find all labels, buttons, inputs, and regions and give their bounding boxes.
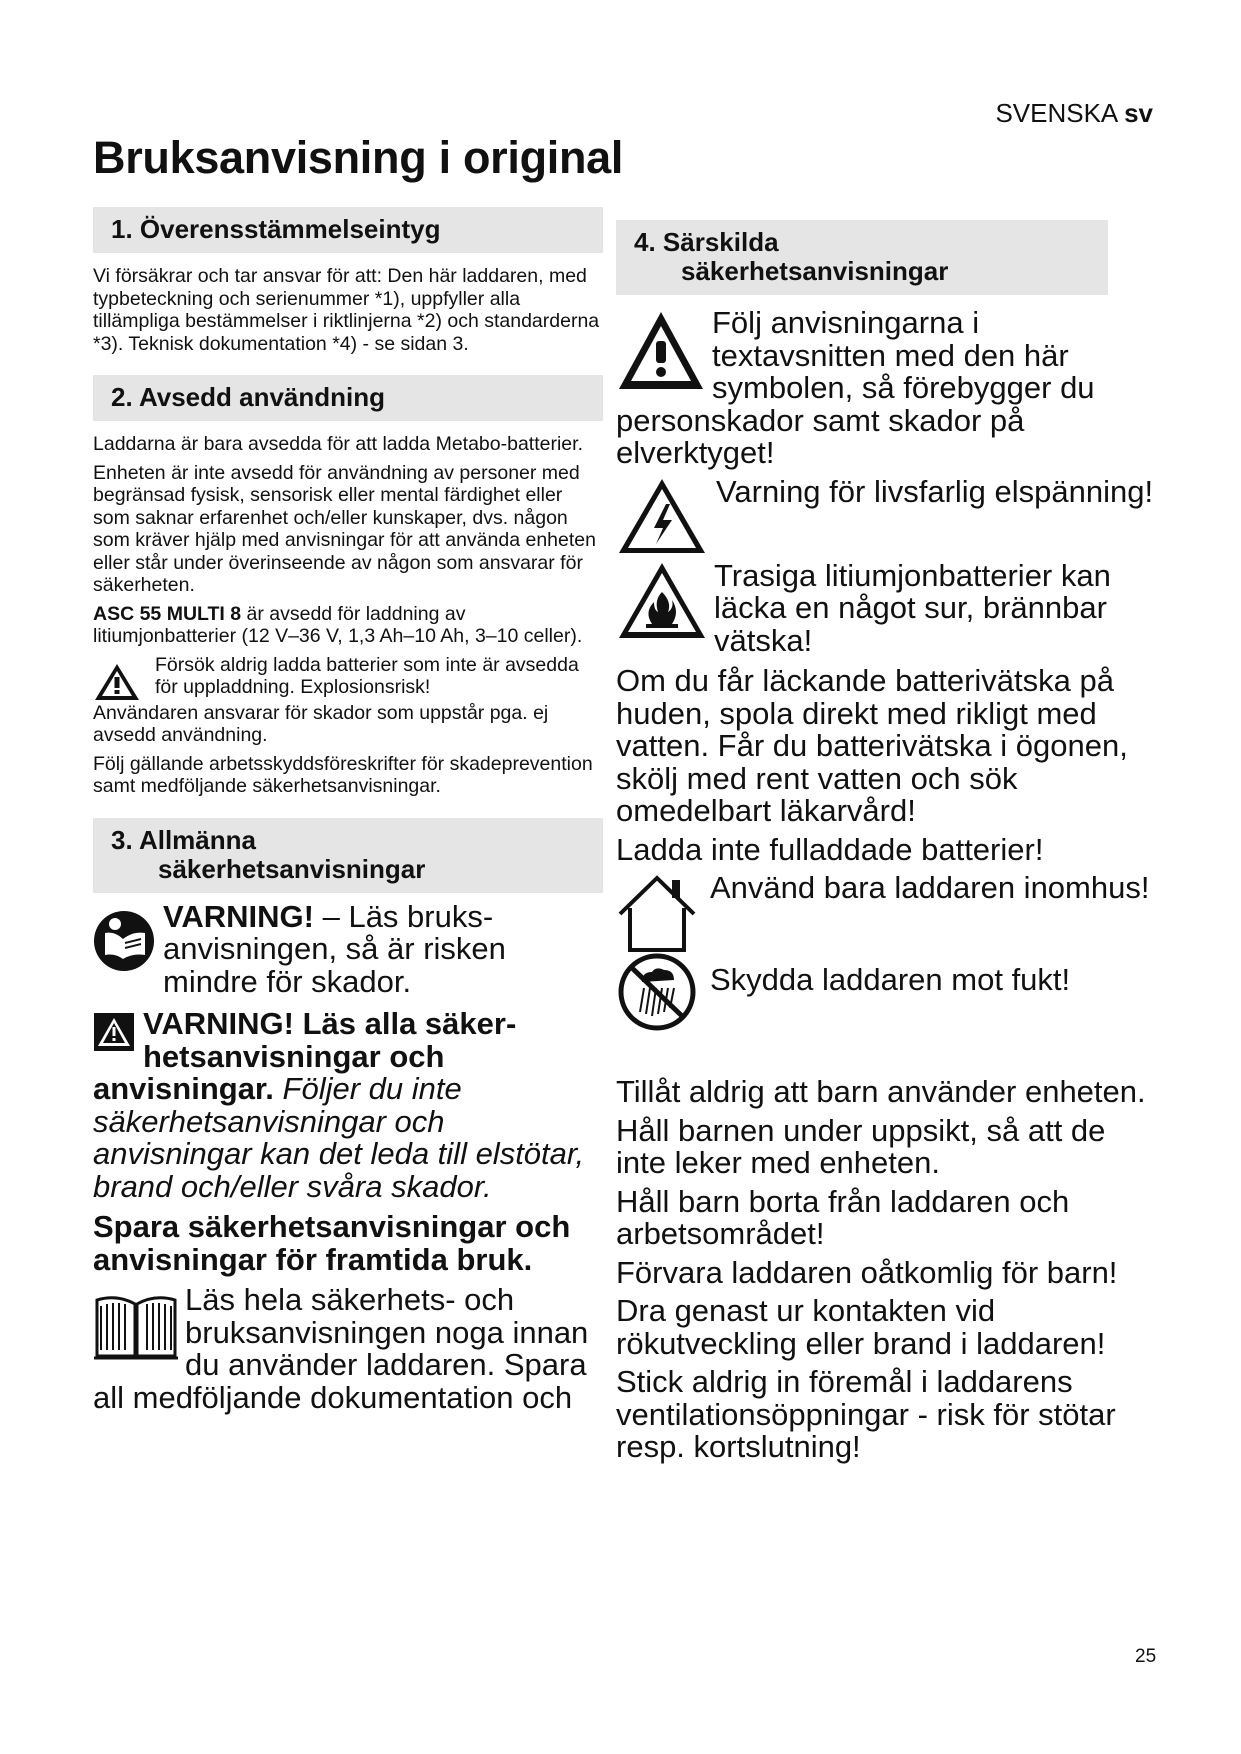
section-2-p3-rest: är avsedd för laddning av litiumjonbatterier (12 V–36 V, 1,3 Ah–10 Ah, 3–10 celler). <box>93 602 583 647</box>
section-3-heading-num: 3. Allmänna <box>111 824 256 855</box>
section-2-p4: Användaren ansvarar för skador som uppstår pga. ej avsedd användning. <box>93 701 549 746</box>
section-4-heading-cont: säkerhetsanvisningar <box>681 256 949 286</box>
general-warning <box>93 1008 603 1203</box>
section-4-p4: Håll barnen under uppsikt, så att de inte leker med enheten. <box>616 1112 1106 1180</box>
warning-square-icon <box>93 1012 135 1052</box>
section-4-p5: Håll barn borta från laddaren och arbetsområdet! <box>616 1183 1070 1251</box>
symbol-warning <box>616 307 1156 470</box>
section-4-p6: Förvara laddaren oåtkomlig för barn! <box>616 1254 1118 1290</box>
symbol-warning-text: Följ anvisningarna i textavsnitten med den här symbolen, så förebygger du personskador samt skador på elverktyget! <box>616 305 1095 470</box>
section-4-p7: Dra genast ur kontakten vid rökutveckling eller brand i laddaren! <box>616 1293 1106 1361</box>
general-warning-bold: VARNING! Läs alla säker-hetsanvisningar och anvisningar. <box>93 1006 517 1106</box>
section-4-p8: Stick aldrig in föremål i laddarens ventilationsöppningar - risk för stötar resp. kortslutning! <box>616 1364 1116 1464</box>
section-2-p5: Följ gällande arbetsskyddsföreskrifter för skadeprevention samt medföljande säkerhetsanvisningar. <box>93 752 593 797</box>
indoor-use <box>616 872 1156 952</box>
fire-warning-text: Trasiga litiumjonbatterier kan läcka en något sur, brännbar vätska! <box>714 557 1111 658</box>
section-1-heading: 1. Överensstämmelseintyg <box>93 207 603 253</box>
section-1-text: Vi försäkrar och tar ansvar för att: Den här laddaren, med typbeteckning och serienummer *1), uppfyller alla tillämpliga bestämmelser i riktlinjerna *2) och standarderna *3). Teknisk dokumentation *4) - se sidan 3. <box>93 265 600 355</box>
section-3-heading <box>93 818 603 893</box>
section-4-heading <box>616 220 1108 295</box>
general-warning-italic: Följer du inte säkerhetsanvisningar och anvisningar kan det leda till elstötar, brand och/eller svåra skador. <box>93 1071 585 1204</box>
high-voltage-icon <box>616 476 708 556</box>
house-icon <box>616 872 698 952</box>
read-manual-warning <box>93 898 603 999</box>
section-2-p1: Laddarna är bara avsedda för att ladda Metabo-batterier. <box>93 433 583 455</box>
section-2-p3 <box>93 603 603 648</box>
section-2-p2: Enheten är inte avsedd för användning av personer med begränsad fysisk, sensorisk eller mental färdighet eller som saknar erfarenhet och/eller kunskaper, dvs. någon som kräver hjälp med anvisningar för att använda enheten eller står under överinseende av någon som ansvarar för säkerheten. <box>93 461 596 596</box>
language-name: SVENSKA <box>995 98 1117 128</box>
warning-triangle-icon <box>93 662 141 702</box>
right-column <box>616 198 1156 1464</box>
explosion-warning <box>93 654 603 702</box>
section-4-heading-num: 4. Särskilda <box>634 227 779 257</box>
section-4-p2: Ladda inte fulladdade batterier! <box>616 831 1044 867</box>
book-icon <box>93 1290 179 1362</box>
moisture-protection <box>616 952 1156 1032</box>
language-label <box>995 98 1153 129</box>
section-4-p1: Om du får läckande batterivätska på huden, spola direkt med rikligt med vatten. Får du batterivätska i ögonen, skölj med rent vatten och sök omedelbart läkarvård! <box>616 663 1128 828</box>
no-moisture-icon <box>616 952 698 1032</box>
read-manual-bold: VARNING! <box>163 898 314 934</box>
explosion-warning-text: Försök aldrig ladda batterier som inte är avsedda för uppladdning. Explosionsrisk! <box>155 653 579 698</box>
page-title: Bruksanvisning i original <box>93 132 624 183</box>
fire-warning <box>616 557 1156 658</box>
warning-triangle-icon <box>616 309 706 393</box>
read-manual-text <box>163 898 603 999</box>
section-2-heading: 2. Avsedd användning <box>93 375 603 421</box>
read-manual-icon <box>93 909 155 973</box>
indoor-use-text: Använd bara laddaren inomhus! <box>710 870 1150 905</box>
language-code: sv <box>1124 98 1153 128</box>
general-warning-text <box>93 1008 603 1203</box>
model-name: ASC 55 MULTI 8 <box>93 602 242 625</box>
book-instruction-text: Läs hela säkerhets- och bruksanvisningen noga innan du använder laddaren. Spara all medföljande dokumentation och <box>93 1282 589 1415</box>
page-number: 25 <box>1135 1646 1157 1667</box>
flammable-icon <box>616 560 708 642</box>
read-manual-rest: – Läs bruks-anvisningen, så är risken mindre för skador. <box>163 898 506 999</box>
voltage-warning <box>616 473 1156 556</box>
moisture-protection-text: Skydda laddaren mot fukt! <box>710 962 1071 997</box>
book-instruction <box>93 1284 603 1414</box>
voltage-warning-text: Varning för livsfarlig elspänning! <box>716 473 1154 509</box>
save-instructions: Spara säkerhetsanvisningar och anvisningar för framtida bruk. <box>93 1209 571 1277</box>
section-3-heading-cont: säkerhetsanvisningar <box>158 853 426 884</box>
section-4-p3: Tillåt aldrig att barn använder enheten. <box>616 1074 1146 1109</box>
left-column <box>93 207 603 1414</box>
